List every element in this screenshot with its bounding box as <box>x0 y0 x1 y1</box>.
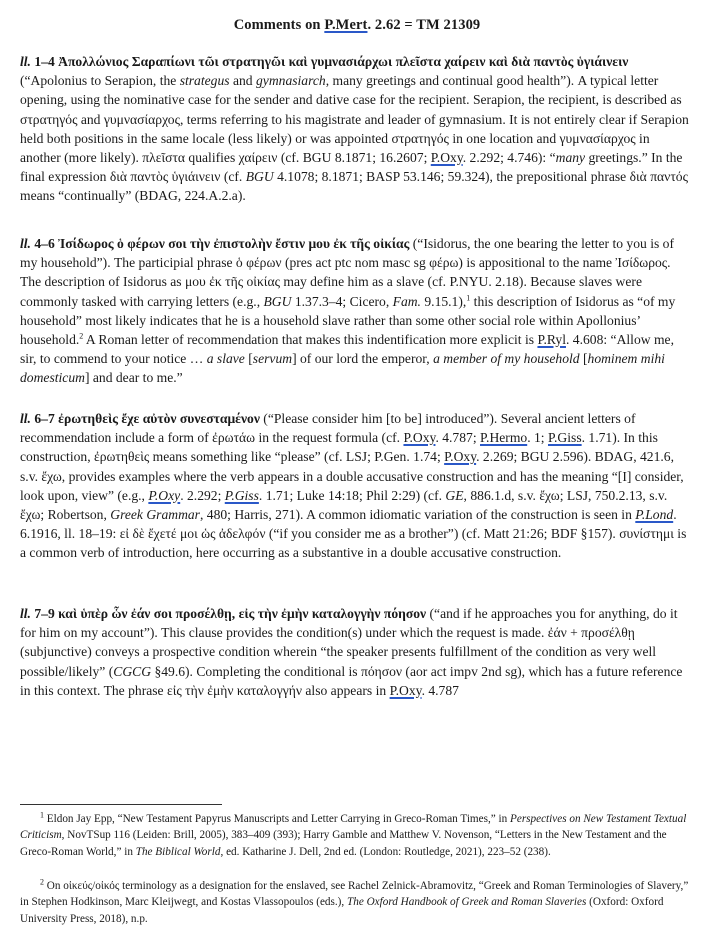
footnote-1 <box>20 811 692 860</box>
commentary-paragraph-lines-4-6 <box>20 234 692 388</box>
commentary-paragraph-lines-6-7 <box>20 409 692 563</box>
papyrus-reference-link[interactable]: P.Lond <box>635 507 674 523</box>
text-run: . 2.269; BGU 2.596). BDAG, 421.6, s.v. ἔχω, provides examples where the verb appears in a double accusative construction and has the meaning “[I] consider, look upon, view” (e.g., <box>20 449 684 503</box>
papyrus-reference-link[interactable]: P.Giss <box>547 430 582 446</box>
text-run: [ <box>244 351 253 367</box>
text-run: , 480; Harris, 271). A common idiomatic variation of the construction is seen in <box>199 507 636 523</box>
italic-text: strategus <box>179 73 230 89</box>
text-run: this description of Isidorus as “of my household” most likely indicates that he is a household slave rather than some other social role within Apollonius’ household. <box>20 293 676 348</box>
text-run: (“Isidorus, the one bearing the letter to you is of my household”). The participial phrase ὁ φέρων (pres act ptc nom masc sg φέρω) is appositional to the name Ἰσίδωρος. The description of Isidorus as μου ἐκ τῆς οἰκίας may define him as a slave (cf. P.NYU. 2.18). Because slaves were commonly tasked with carrying letters (e.g., <box>20 236 675 309</box>
papyrus-reference-link[interactable]: P.Giss <box>224 487 259 503</box>
italic-text: Fam. <box>392 293 421 309</box>
text-run: On οἰκεύς/οἰκός terminology as a designation for the enslaved, see Rachel Zelnick-Abramovitz, “Greek and Roman Terminologies of Slavery,” in Stephen Hodkinson, Marc Kleijwegt, and Kostas Vlassopoulos (eds.), <box>20 880 689 909</box>
papyrus-reference-link[interactable]: P.Ryl <box>537 332 566 348</box>
text-run: ] of our lord the emperor, <box>292 351 434 367</box>
text-run: greetings.” In the final expression διὰ παντὸς ὑγιάινειν (cf. <box>20 150 683 185</box>
text-run: [ <box>579 351 588 367</box>
lemma-lines-label: ll. <box>20 606 31 621</box>
italic-text: Greek Grammar <box>110 507 200 523</box>
italic-text: BGU <box>263 293 292 309</box>
italic-text: many <box>555 150 586 166</box>
text-run: 1.37.3–4; Cicero, <box>291 293 393 309</box>
text-run: Eldon Jay Epp, “New Testament Papyrus Manuscripts and Letter Carrying in Greco-Roman Times,” in <box>44 813 511 825</box>
text-run: . 4.787 <box>421 682 459 698</box>
footnote-marker[interactable]: 2 <box>79 331 84 341</box>
text-run: . 2.292; <box>180 487 225 503</box>
commentary-paragraph-lines-7-9 <box>20 604 692 700</box>
commentary-paragraph-lines-1-4 <box>20 52 692 206</box>
text-run: , 886.1.d, s.v. ἔχω; LSJ, 750.2.13, s.v. ἔχω; Robertson, <box>20 487 668 523</box>
text-run: , many greetings and continual good health”). A typical letter opening, using the nominative case for the sender and dative case for the recipient. Serapion, the recipient, is described as στρατηγός and γυμνασίαρχος, terms referring to his magistrate and leader of gymnasium. It is not entirely clear if Serapion held both positions in the same locale (less likely) or was appointed στρατηγός in one location and γυμνασίαρχος in another (more likely). πλεῖστα qualifies χαίρειν (cf. BGU 8.1871; 16.2607; <box>20 73 689 166</box>
title-ref-link[interactable]: P.Mert <box>324 17 368 33</box>
greek-lemma: 1–4 Ἀπολλώνιος Σαραπίωνι τῶι στρατηγῶι καὶ γυμνασιάρχωι πλεῖστα χαίρειν καὶ διὰ παντὸς ὑγιάινειν <box>30 54 629 69</box>
greek-lemma: 7–9 καὶ ὑπὲρ ὧν ἐάν σοι προσέλθῃ, εἰς τὴν ἐμὴν καταλογγὴν πόησον <box>30 606 427 621</box>
text-run: §49.6). Completing the conditional is πόησον (aor act impv 2nd sg), which has a future reference in this context. The phrase εἰς τὴν ἐμὴν καταλογγήν also appears in <box>20 663 683 698</box>
text-run: (“Please consider him [to be] introduced”). Several ancient letters of recommendation include a form of ἐρωτάω in the request formula (cf. <box>20 411 636 446</box>
papyrus-reference-link[interactable]: P.Oxy <box>148 487 181 503</box>
text-run: . 1.71). In this construction, ἐρωτηθεὶς means something like “please” (cf. LSJ; P.Gen. 1.74; <box>20 430 658 465</box>
text-run: ] and dear to me.” <box>84 370 183 386</box>
italic-text: CGCG <box>113 663 152 679</box>
page-title <box>0 17 714 34</box>
text-run: . 1.71; Luke 14:18; Phil 2:29) (cf. <box>258 487 446 503</box>
footnote-2 <box>20 878 692 927</box>
text-run: and <box>229 73 256 89</box>
greek-lemma: 6–7 ἐρωτηθεὶς ἔχε αὐτὸν συνεσταμένον <box>30 411 260 426</box>
text-run: , ed. Katharine J. Dell, 2nd ed. (London: Routledge, 2021), 223–52 (238). <box>220 845 551 858</box>
papyrus-reference-link[interactable]: P.Oxy <box>444 449 477 465</box>
footnote-marker[interactable]: 1 <box>40 810 44 820</box>
papyrus-reference-link[interactable]: P.Oxy <box>389 682 422 698</box>
text-run: . 2.292; 4.746): “ <box>462 150 556 166</box>
text-run: . 6.1916, ll. 18–19: εἰ δὲ ἔχετέ μοι ὡς ἀδελφόν (“if you consider me as a brother”) (cf. Matt 21:26; BDF §157). συνίστημι is a common verb of introduction, here occurring as a substantive in a double accusative construction. <box>20 507 687 561</box>
title-prefix: Comments on <box>233 17 325 33</box>
title-suffix: . 2.62 = TM 21309 <box>367 17 481 33</box>
italic-text: The Biblical World <box>135 845 221 858</box>
text-run: 4.1078; 8.1871; BASP 53.146; 59.324), the prepositional phrase διὰ παντός means “continually” (BDAG, 224.A.2.a). <box>20 169 688 204</box>
italic-text: gymnasiarch <box>256 73 326 89</box>
italic-text: a slave <box>206 351 245 367</box>
lemma-lines-label: ll. <box>20 411 31 426</box>
text-run: . 4.787; <box>435 430 480 446</box>
footnote-marker[interactable]: 2 <box>40 877 44 887</box>
text-run: (“and if he approaches you for anything, do it for him on my account”). This clause provides the condition(s) under which the request is made. ἐάν + προσέλθῃ (subjunctive) conveys a prospective condition wherein “the speaker presents fulfillment of the condition as very well possible/likely” ( <box>20 606 678 679</box>
text-run: . 1; <box>527 430 548 446</box>
italic-text: servum <box>252 351 293 367</box>
italic-text: a member of my household <box>433 351 580 367</box>
lemma-lines-label: ll. <box>20 236 31 251</box>
italic-text: GE <box>445 487 464 503</box>
italic-text: BGU <box>245 169 274 185</box>
papyrus-reference-link[interactable]: P.Oxy <box>430 150 463 166</box>
italic-text: Perspectives on New Testament Textual Criticism <box>20 813 687 842</box>
greek-lemma: 4–6 Ἰσίδωρος ὁ φέρων σοι τὴν ἐπιστολὴν ἔστιν μου ἐκ τῆς οἰκίας <box>30 236 410 251</box>
text-run: (Oxford: Oxford University Press, 2018), n.p. <box>20 896 664 925</box>
papyrus-reference-link[interactable]: P.Oxy <box>403 430 436 446</box>
footnote-marker[interactable]: 1 <box>466 293 471 303</box>
text-run: 9.15.1), <box>420 293 467 309</box>
papyrus-reference-link[interactable]: P.Hermo <box>480 430 528 446</box>
text-run: A Roman letter of recommendation that makes this indentification more explicit is <box>83 332 538 348</box>
text-run: . 4.608: “Allow me, sir, to commend to your notice … <box>20 332 674 367</box>
footnote-divider <box>20 804 222 805</box>
lemma-lines-label: ll. <box>20 54 31 69</box>
text-run: (“Apolonius to Serapion, the <box>20 73 180 89</box>
text-run: , NovTSup 116 (Leiden: Brill, 2005), 383–409 (393); Harry Gamble and Matthew V. Novenson, “Letters in the New Testament and the Greco-Roman World,” in <box>20 829 667 858</box>
italic-text: hominem mihi domesticum <box>20 351 665 386</box>
italic-text: The Oxford Handbook of Greek and Roman Slaveries <box>347 896 587 909</box>
